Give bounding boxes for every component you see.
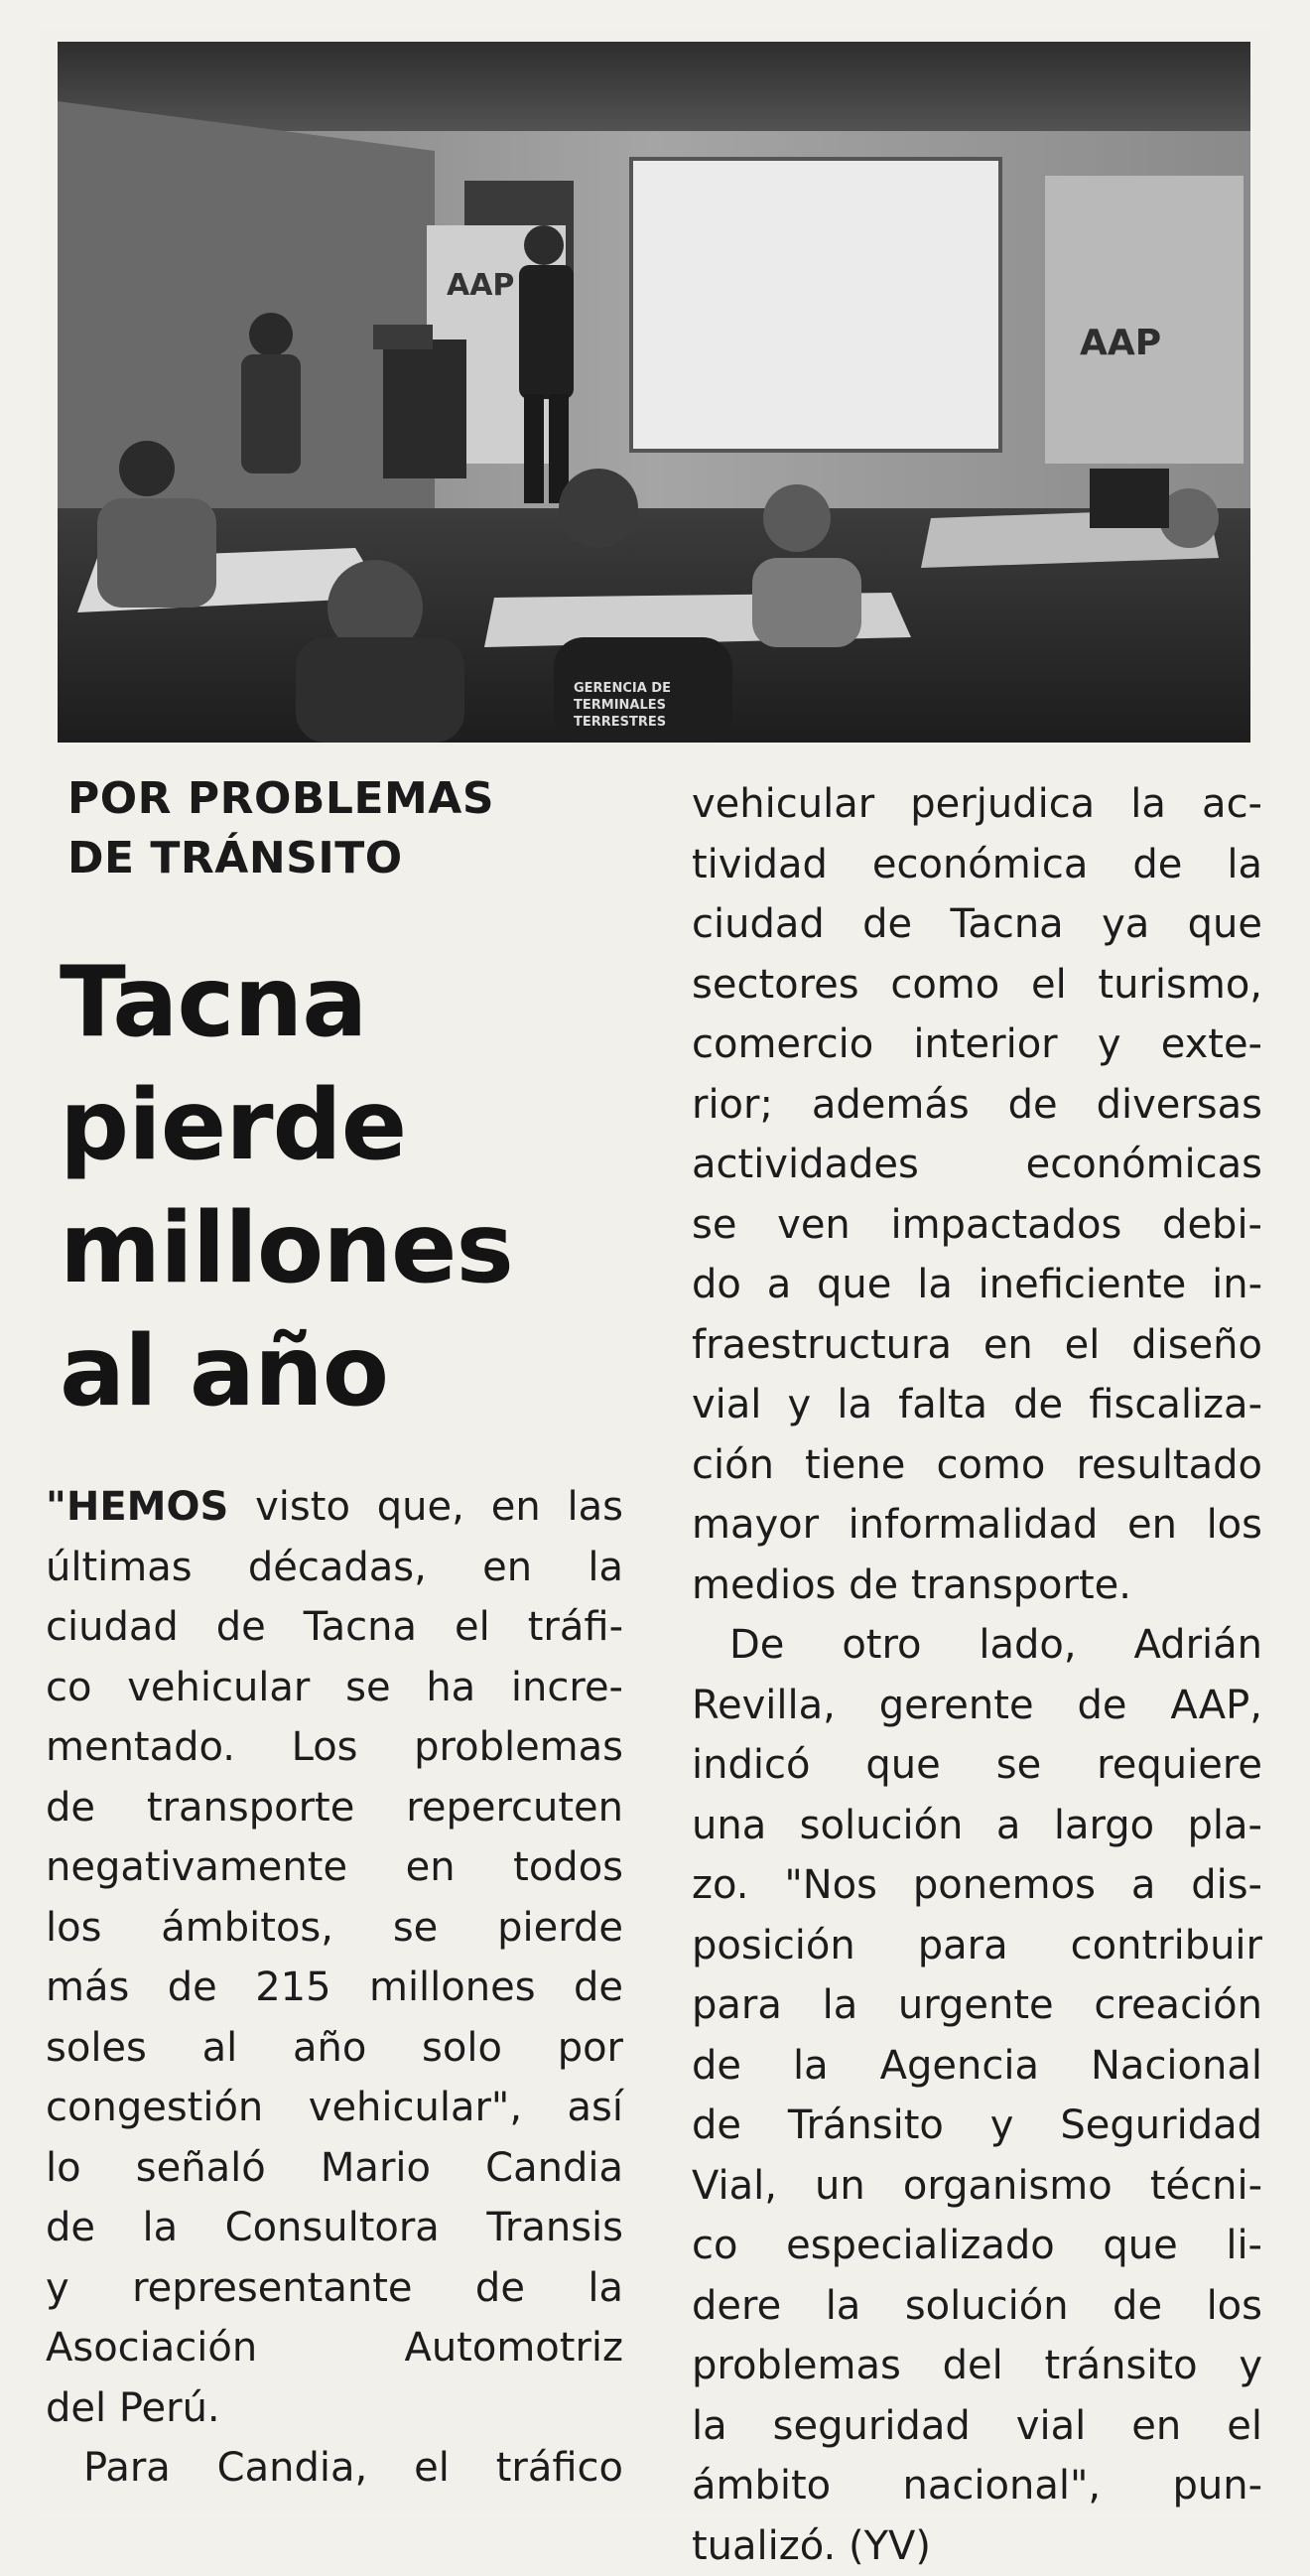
body-line: una solución a largo pla- xyxy=(692,1796,1262,1856)
body-line: tividad económica de la xyxy=(692,835,1262,895)
body-line: para la urgente creación xyxy=(692,1975,1262,2036)
right-body-column xyxy=(692,774,1262,2576)
body-line: y representante de la xyxy=(46,2258,623,2319)
body-line: lo señaló Mario Candia xyxy=(46,2138,623,2199)
body-line: de la Agencia Nacional xyxy=(692,2036,1262,2097)
body-line: mentado. Los problemas xyxy=(46,1717,623,1778)
article-headline xyxy=(60,941,655,1433)
body-line: zo. "Nos ponemos a dis- xyxy=(692,1855,1262,1916)
svg-text:TERMINALES: TERMINALES xyxy=(574,698,666,713)
body-line: ciudad de Tacna ya que xyxy=(692,894,1262,955)
article-kicker xyxy=(67,769,534,888)
body-line: de la Consultora Transis xyxy=(46,2198,623,2258)
headline-line: millones xyxy=(60,1187,655,1310)
headline-line: al año xyxy=(60,1310,655,1433)
headline-line: Tacna xyxy=(60,941,655,1064)
kicker-line: POR PROBLEMAS xyxy=(67,769,534,829)
body-line: comercio interior y exte- xyxy=(692,1015,1262,1075)
body-line: ción tiene como resultado xyxy=(692,1435,1262,1496)
left-body-column xyxy=(46,1477,623,2499)
body-line: del Perú. xyxy=(46,2378,623,2439)
presentation-photo-illustration xyxy=(58,42,1250,743)
body-line: últimas décadas, en la xyxy=(46,1538,623,1598)
body-line: mayor informalidad en los xyxy=(692,1495,1262,1556)
headline-line: pierde xyxy=(60,1064,655,1187)
body-line: Vial, un organismo técni- xyxy=(692,2156,1262,2217)
body-line: De otro lado, Adrián xyxy=(692,1615,1262,1676)
body-line: ámbito nacional", pun- xyxy=(692,2456,1262,2516)
svg-text:TERRESTRES: TERRESTRES xyxy=(574,715,666,730)
body-line: Revilla, gerente de AAP, xyxy=(692,1676,1262,1736)
body-line: problemas del tránsito y xyxy=(692,2336,1262,2396)
body-line: de transporte repercuten xyxy=(46,1778,623,1838)
body-line: tualizó. (YV) xyxy=(692,2516,1262,2576)
body-line: la seguridad vial en el xyxy=(692,2396,1262,2457)
body-line: Asociación Automotriz xyxy=(46,2318,623,2378)
body-line: Para Candia, el tráfico xyxy=(46,2438,623,2499)
body-line: los ámbitos, se pierde xyxy=(46,1898,623,1959)
vest-label-text: GERENCIA DE xyxy=(574,681,671,696)
body-line: posición para contribuir xyxy=(692,1916,1262,1976)
body-line: vehicular perjudica la ac- xyxy=(692,774,1262,835)
body-line: de Tránsito y Seguridad xyxy=(692,2096,1262,2156)
body-line: vial y la falta de fiscaliza- xyxy=(692,1375,1262,1435)
banner-logo-text: AAP xyxy=(447,268,514,303)
wall-logo-text: AAP xyxy=(1080,323,1161,363)
body-line: fraestructura en el diseño xyxy=(692,1315,1262,1376)
body-line: ciudad de Tacna el tráfi- xyxy=(46,1597,623,1658)
body-line: sectores como el turismo, xyxy=(692,955,1262,1016)
body-line: indicó que se requiere xyxy=(692,1735,1262,1796)
body-line: negativamente en todos xyxy=(46,1837,623,1898)
body-line: do a que la ineficiente in- xyxy=(692,1255,1262,1315)
article-photo xyxy=(58,42,1250,743)
lead-word: "HEMOS xyxy=(46,1484,228,1530)
body-line: congestión vehicular", así xyxy=(46,2078,623,2138)
body-line: medios de transporte. xyxy=(692,1556,1262,1616)
body-line: soles al año solo por xyxy=(46,2018,623,2079)
body-line: "HEMOS visto que, en las xyxy=(46,1477,623,1538)
body-line: rior; además de diversas xyxy=(692,1075,1262,1136)
newspaper-clipping xyxy=(40,30,1270,2511)
body-line: se ven impactados debi- xyxy=(692,1195,1262,1256)
body-line: dere la solución de los xyxy=(692,2276,1262,2337)
body-line: más de 215 millones de xyxy=(46,1958,623,2018)
body-line: co especializado que li- xyxy=(692,2216,1262,2276)
body-line: co vehicular se ha incre- xyxy=(46,1658,623,1718)
kicker-line: DE TRÁNSITO xyxy=(67,829,534,888)
body-line: actividades económicas xyxy=(692,1135,1262,1195)
